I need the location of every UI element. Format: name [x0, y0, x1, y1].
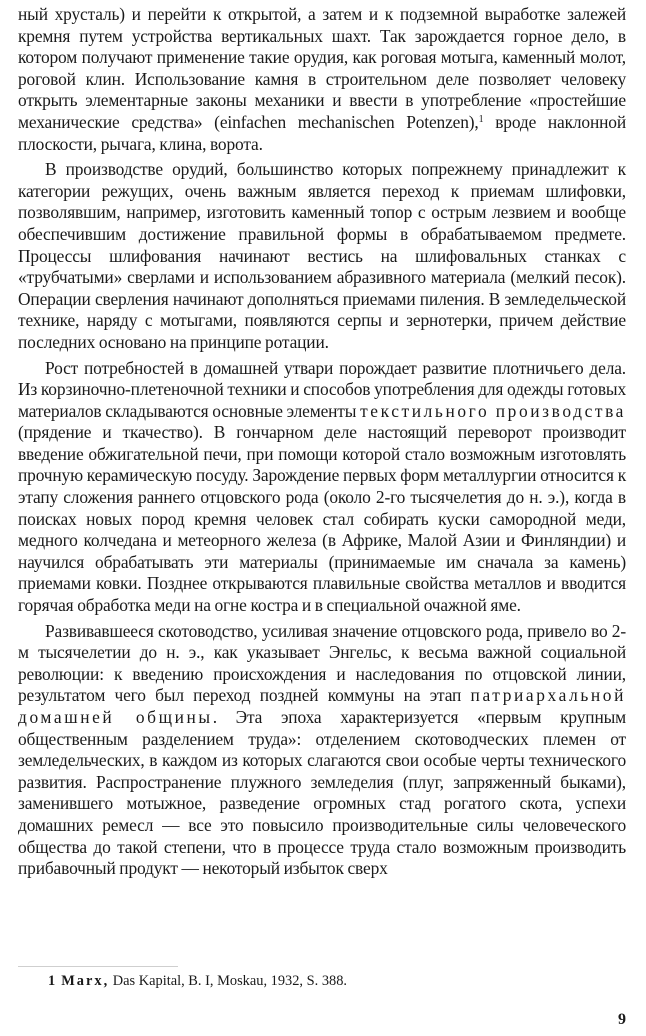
paragraph-4 — [18, 621, 626, 880]
footnote-author: Marx, — [61, 973, 110, 989]
footnote-text: Das Kapital, B. I, Moskau, 1932, S. 388. — [109, 973, 348, 989]
paragraph-4-spaced-term: патриархальной домашней общины — [18, 685, 626, 727]
paragraph-4-text-after: . Эта эпоха характеризуется «первым крупным общественным разделением труда»: отделением скотоводческих племен от земледельческих, в каждом из которых слагаются свои особые черты технического развития. Распространение плужного земледелия (плуг, запряженный быками), заменившего мотыжное, разведение огромных стад рогатого скота, успехи домашних ремесл — все это повысило производительные силы человеческого общества до такой степени, что в процессе труда стало возможным производить прибавочный продукт — некоторый избыток сверх — [18, 707, 626, 879]
paragraph-3-spaced-term: текстильного производства — [360, 400, 627, 421]
paragraph-1-text-after: вроде наклонной плоскости, рычага, клина, ворота. — [18, 111, 626, 154]
footnote-mark: 1 — [48, 973, 56, 989]
page-body — [18, 4, 626, 880]
footnote-reference[interactable]: 1 — [478, 113, 484, 125]
paragraph-3-text-before: Рост потребностей в домашней утвари порождает развитие плотничьего дела. Из корзиночно-плетеночной техники и способов употребления для одежды готовых материалов складываются основные элементы — [18, 357, 626, 421]
page-number: 9 — [618, 1011, 626, 1028]
paragraph-1-text: ный хрусталь) и перейти к открытой, а затем и к подземной выработке залежей кремня путем устройства вертикальных шахт. Так зарождается горное дело, в котором получают применение такие орудия, как роговая мотыга, каменный молот, роговой клин. Использование камня в строительном деле позволяет человеку открыть элементарные законы механики и ввести в употребление «простейшие механические средства» (einfachen mechanischen Potenzen), — [18, 4, 626, 132]
footnote-divider — [18, 966, 178, 967]
paragraph-2 — [18, 159, 626, 353]
footnote — [48, 972, 347, 990]
paragraph-3 — [18, 358, 626, 617]
paragraph-1 — [18, 4, 626, 155]
paragraph-2-text: В производстве орудий, большинство которых попрежнему принадлежит к категории режущих, очень важным является переход к приемам шлифовки, позволявшим, например, изготовить каменный топор с острым лезвием и вообще обеспечившим достижение правильной формы в обрабатываемом предмете. Процессы шлифования начинают вестись на шлифовальных станках с «трубчатыми» сверлами и использованием абразивного материала (мелкий песок). Операции сверления начинают дополняться приемами пиления. В земледельческой технике, наряду с мотыгами, появляются серпы и зернотерки, причем действие последних основано на принципе ротации. — [18, 159, 626, 352]
paragraph-4-text-before: Развивавшееся скотоводство, усиливая значение отцовского рода, привело во 2-м тысячелетии до н. э., как указывает Энгельс, к весьма важной социальной революции: к введению происхождения и наследования по отцовской линии, результатом чего был переход поздней коммуны на этап — [18, 620, 626, 706]
paragraph-3-text-after: (прядение и ткачество). В гончарном деле настоящий переворот производит введение обжигательной печи, при помощи которой стало возможным изготовлять прочную керамическую посуду. Зарождение первых форм металлургии относится к этапу сложения раннего отцовского рода (около 2-го тысячелетия до н. э.), когда в поисках новых пород кремня человек стал собирать куски самородной меди, медного колчедана и метеорного железа (в Африке, Малой Азии и Финляндии) и научился обрабатывать эти материалы (принимаемые им сначала за камень) приемами ковки. Позднее открываются плавильные свойства металлов и вводится горячая обработка меди на огне костра и в специальной очажной яме. — [18, 422, 626, 616]
